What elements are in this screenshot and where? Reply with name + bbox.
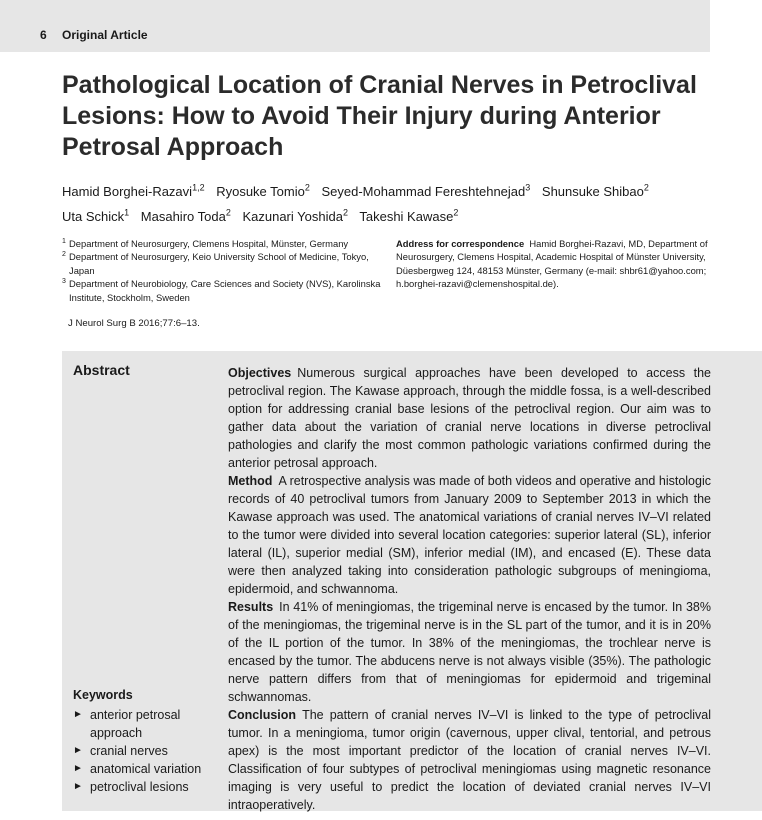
affiliation: 2 Department of Neurosurgery, Keio University School of Medicine, Tokyo, Japan [62,251,369,276]
affiliations [62,237,384,304]
affiliation: 1 Department of Neurosurgery, Clemens Hospital, Münster, Germany [62,238,349,249]
author: Hamid Borghei-Razavi$^{1,2}$ [62,183,205,200]
keywords-heading: Keywords [73,688,133,702]
author: Takeshi Kawase$^2$ [359,207,459,224]
abstract-results: Results In 41% of meningiomas, the trigeminal nerve is encased by the tumor. In 38% of the meningiomas, the trigeminal nerve is in the SL part of the tumor, and it is in 20% of the IL portion of the tumor. In 38% of the meningiomas, the trochlear nerve is encased by the tumor. The abducens nerve is not always visible (35%). The pathologic nerve pattern differs from that of meningiomas for epidermoid and trigeminal schwannomas. [228,600,711,704]
author: Uta Schick$^1$ [62,207,130,224]
author: Masahiro Toda$^2$ [140,207,231,224]
affiliation: 3 Department of Neurobiology, Care Sciences and Society (NVS), Karolinska Institute, Stockholm, Sweden [62,278,381,303]
bullet-arrow-icon: ► [73,763,83,774]
article-title: Pathological Location of Cranial Nerves in Petroclival Lesions: How to Avoid Their Injury during Anterior Petrosal Approach [62,71,697,161]
author: Kazunari Yoshida$^2$ [242,207,348,224]
journal-citation: J Neurol Surg B 2016;77:6–13. [68,318,200,329]
correspondence-address: Address for correspondence Hamid Borghei-Razavi, MD, Department of Neurosurgery, Clemens Hospital, Academic Hospital of Münster University, Düesbergweg 124, 48153 Münster, Germany (e-mail: shbr61@yahoo.com; h.borghei-razavi@clemenshospital.de). [396,238,708,290]
abstract-method: Method A retrospective analysis was made of both videos and operative and histologic records of 40 petroclival tumors from January 2009 to September 2013 in which the Kawase approach was used. The anatomical variations of cranial nerves IV–VI related to the tumor were divided into several location categories: superior lateral (SL), inferior lateral (IL), superior medial (SM), inferior medial (IM), and encased (E). These data were then analyzed taking into consideration pathologic subgroups of meningioma, epidermoid, and schwannoma. [228,474,711,596]
page-number: 6 [40,28,47,42]
keyword-item: ► cranial nerves [73,744,168,758]
abstract-conclusion: Conclusion The pattern of cranial nerves IV–VI is linked to the type of petroclival tumor. In a meningioma, tumor origin (cavernous, upper clival, tentorial, and petrous apex) is the most important predictor of the location of cranial nerves IV–VI. Classification of four subtypes of petroclival meningiomas using magnetic resonance imaging is very useful to predict the location of deviated cranial nerves IV–VI intraoperatively. [228,708,711,812]
author: Ryosuke Tomio$^2$ [216,183,310,200]
abstract-heading: Abstract [73,362,130,378]
article-type: Original Article [62,28,148,42]
author: Shunsuke Shibao$^2$ [541,183,649,200]
keyword-item: ► anterior petrosal approach [73,708,181,740]
abstract-body [228,364,711,814]
bullet-arrow-icon: ► [73,709,83,720]
keyword-item: ► anatomical variation [73,762,202,776]
bullet-arrow-icon: ► [73,781,83,792]
author: Seyed-Mohammad Fereshtehnejad$^3$ [321,183,531,200]
running-header-bar [0,0,710,52]
keywords-list [73,706,223,796]
keyword-item: ► petroclival lesions [73,780,189,794]
author-list [62,178,722,227]
bullet-arrow-icon: ► [73,745,83,756]
abstract-objectives: Objectives Numerous surgical approaches have been developed to access the petroclival region. The Kawase approach, through the middle fossa, is a well-described option for addressing cranial base lesions of the petroclival region. Our aim was to gather data about the variation of cranial nerve locations in diverse petroclival pathologies and clarify the most common pathologic variations confirmed during the anterior petrosal approach. [228,366,711,470]
